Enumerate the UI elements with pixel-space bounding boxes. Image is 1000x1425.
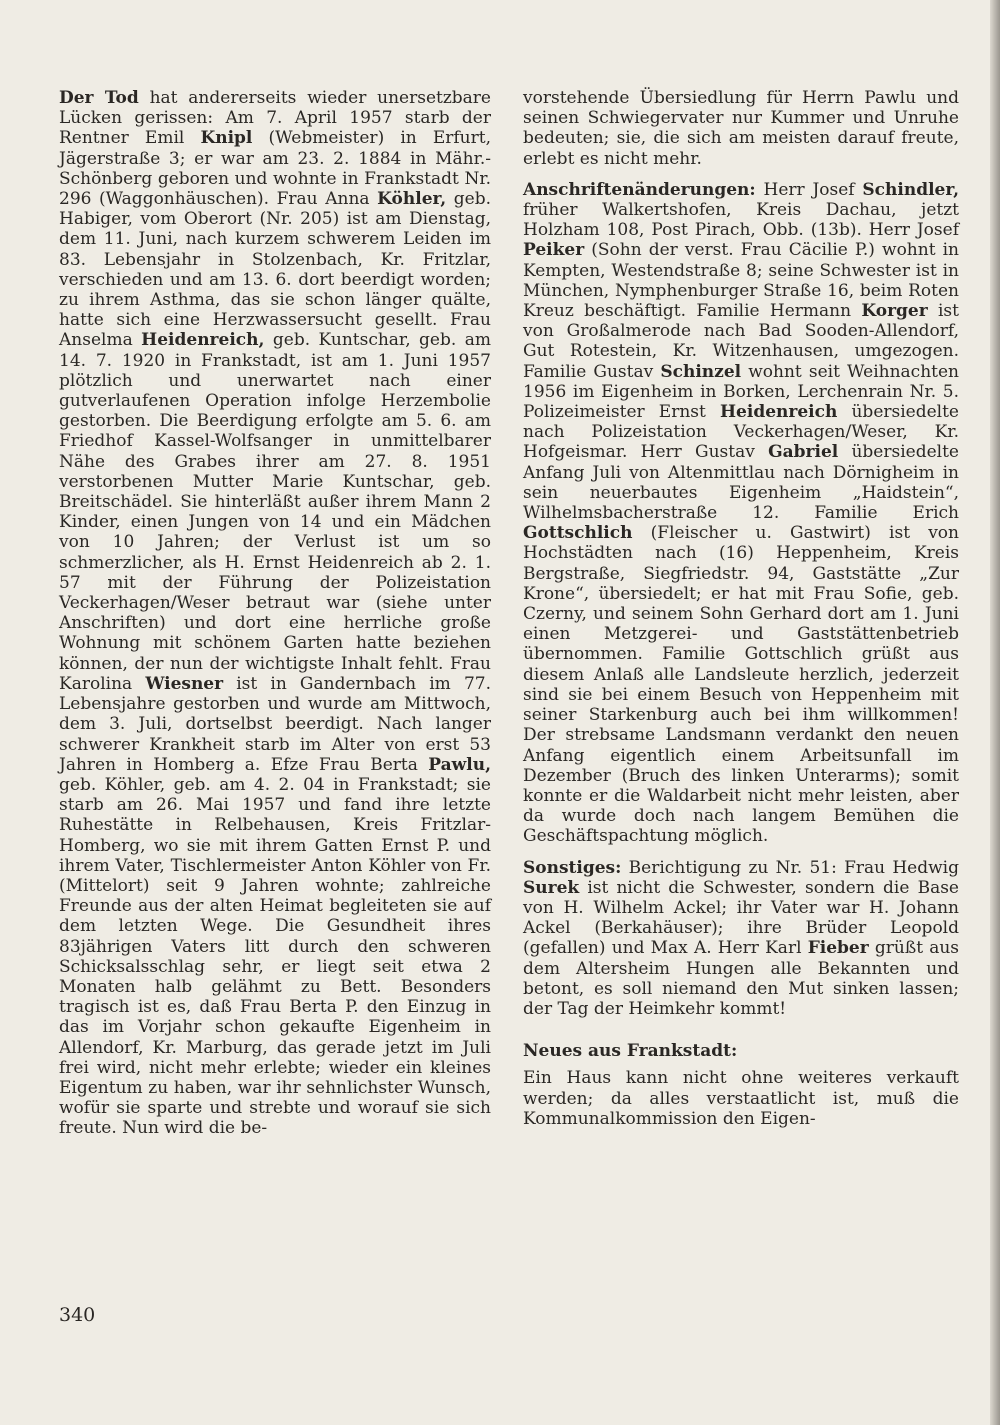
- right-paragraph-miscellaneous: Sonstiges: Berichtigung zu Nr. 51: Frau Hedwig Surek ist nicht die Schwester, sondern die Base von H. Wilhelm Ackel; ihr Vater war H. Johann Ackel (Berkahäuser); ihre Brüder Leopold (gefallen) und Max A. Herr Karl Fieber grüßt aus dem Altersheim Hungen alle Bekannten und betont, es soll niemand den Mut sinken lassen; der Tag der Heimkehr kommt!: [523, 857, 959, 1019]
- bold-name: Heidenreich: [720, 402, 838, 423]
- bold-name: Sonstiges:: [523, 857, 622, 878]
- bold-name: Anschriftenänderungen:: [523, 179, 756, 200]
- left-column: [59, 88, 491, 1139]
- bold-name: Gabriel: [768, 442, 839, 463]
- bold-name: Wiesner: [145, 673, 224, 694]
- bold-name: Fieber: [807, 938, 869, 959]
- right-paragraph-news: Ein Haus kann nicht ohne weiteres verkauft werden; da alles verstaatlicht ist, muß die Kommunalkommission den Eigen-: [523, 1068, 959, 1129]
- left-paragraph-obituaries: Der Tod hat andererseits wieder unersetzbare Lücken gerissen: Am 7. April 1957 starb der Rentner Emil Knipl (Webmeister) in Erfurt, Jägerstraße 3; er war am 23. 2. 1884 in Mähr.-Schönberg geboren und wohnte in Frankstadt Nr. 296 (Waggonhäuschen). Frau Anna Köhler, geb. Habiger, vom Oberort (Nr. 205) ist am Dienstag, dem 11. Juni, nach kurzem schwerem Leiden im 83. Lebensjahr in Stolzenbach, Kr. Fritzlar, verschieden und am 13. 6. dort beerdigt worden; zu ihrem Asthma, das sie schon länger quälte, hatte sich eine Herzwassersucht gesellt. Frau Anselma Heidenreich, geb. Kuntschar, geb. am 14. 7. 1920 in Frankstadt, ist am 1. Juni 1957 plötzlich und unerwartet nach einer gutverlaufenen Operation infolge Herzembolie gestorben. Die Beerdigung erfolgte am 5. 6. am Friedhof Kassel-Wolfsanger in unmittelbarer Nähe des Grabes ihrer am 27. 8. 1951 verstorbenen Mutter Marie Kuntschar, geb. Breitschädel. Sie hinterläßt außer ihrem Mann 2 Kinder, einen Jungen von 14 und ein Mädchen von 10 Jahren; der Verlust ist um so schmerzlicher, als H. Ernst Heidenreich ab 2. 1. 57 mit der Führung der Polizeistation Veckerhagen/Weser betraut war (siehe unter Anschriften) und dort eine herrliche große Wohnung mit schönem Garten hatte beziehen können, der nun der wichtigste Inhalt fehlt. Frau Karolina Wiesner ist in Gandernbach im 77. Lebensjahre gestorben und wurde am Mittwoch, dem 3. Juli, dortselbst beerdigt. Nach langer schwerer Krankheit starb im Alter von erst 53 Jahren in Homberg a. Efze Frau Berta Pawlu, geb. Köhler, geb. am 4. 2. 04 in Frankstadt; sie starb am 26. Mai 1957 und fand ihre letzte Ruhestätte in Relbehausen, Kreis Fritzlar-Homberg, wo sie mit ihrem Gatten Ernst P. und ihrem Vater, Tischlermeister Anton Köhler von Fr. (Mittelort) seit 9 Jahren wohnte; zahlreiche Freunde aus der alten Heimat begleiteten sie auf dem letzten Wege. Die Gesundheit ihres 83jährigen Vaters litt durch den schweren Schicksalsschlag sehr, er liegt seit etwa 2 Monaten halb gelähmt zu Bett. Besonders tragisch ist es, daß Frau Berta P. den Einzug in das im Vorjahr schon gekaufte Eigenheim in Allendorf, Kr. Marburg, das gerade jetzt im Juli frei wird, nicht mehr erlebte; wieder ein kleines Eigentum zu haben, war ihr sehnlichster Wunsch, wofür sie sparte und strebte und worauf sie sich freute. Nun wird die be-: [59, 88, 491, 1139]
- bold-name: Peiker: [523, 240, 585, 261]
- bold-name: Schindler,: [862, 179, 959, 200]
- bold-name: Der Tod: [59, 88, 139, 108]
- bold-name: Surek: [523, 877, 580, 898]
- bold-name: Köhler,: [377, 189, 447, 210]
- bold-name: Heidenreich,: [141, 330, 265, 351]
- page-binding-edge: [990, 0, 1000, 1425]
- bold-name: Schinzel: [660, 361, 742, 382]
- bold-name: Pawlu,: [428, 754, 491, 775]
- right-paragraph-continuation: vorstehende Übersiedlung für Herrn Pawlu und seinen Schwiegervater nur Kummer und Unruhe bedeuten; sie, die sich am meisten darauf freute, erlebt es nicht mehr.: [523, 88, 959, 169]
- bold-name: Gottschlich: [523, 523, 633, 544]
- right-paragraph-address-changes: Anschriftenänderungen: Herr Josef Schindler, früher Walkertshofen, Kreis Dachau, jetzt Holzham 108, Post Pirach, Obb. (13b). Herr Josef Peiker (Sohn der verst. Frau Cäcilie P.) wohnt in Kempten, Westendstraße 8; seine Schwester ist in München, Nymphenburger Straße 16, beim Roten Kreuz beschäftigt. Familie Hermann Korger ist von Großalmerode nach Bad Sooden-Allendorf, Gut Rotestein, Kr. Witzenhausen, umgezogen. Familie Gustav Schinzel wohnt seit Weihnachten 1956 im Eigenheim in Borken, Lerchenrain Nr. 5. Polizeimeister Ernst Heidenreich übersiedelte nach Polizeistation Veckerhagen/Weser, Kr. Hofgeismar. Herr Gustav Gabriel übersiedelte Anfang Juli von Altenmittlau nach Dörnigheim in sein neuerbautes Eigenheim „Haidstein“, Wilhelmsbacherstraße 12. Familie Erich Gottschlich (Fleischer u. Gastwirt) ist von Hochstädten nach (16) Heppenheim, Kreis Bergstraße, Siegfriedstr. 94, Gaststätte „Zur Krone“, übersiedelt; er hat mit Frau Sofie, geb. Czerny, und seinem Sohn Gerhard dort am 1. Juni einen Metzgerei- und Gaststättenbetrieb übernommen. Familie Gottschlich grüßt aus diesem Anlaß alle Landsleute herzlich, jederzeit sind sie bei einem Besuch von Heppenheim mit seiner Starkenburg auch bei ihm willkommen! Der strebsame Landsmann verdankt den neuen Anfang eigentlich einem Arbeitsunfall im Dezember (Bruch des linken Unterarms); somit konnte er die Waldarbeit nicht mehr leisten, aber da wurde doch nach langem Bemühen die Geschäftspachtung möglich.: [523, 179, 959, 847]
- right-column: [523, 88, 959, 1129]
- page-number: 340: [59, 1304, 96, 1326]
- bold-name: Knipl: [200, 128, 253, 149]
- bold-name: Korger: [861, 301, 928, 322]
- section-heading-news: Neues aus Frankstadt:: [523, 1041, 738, 1062]
